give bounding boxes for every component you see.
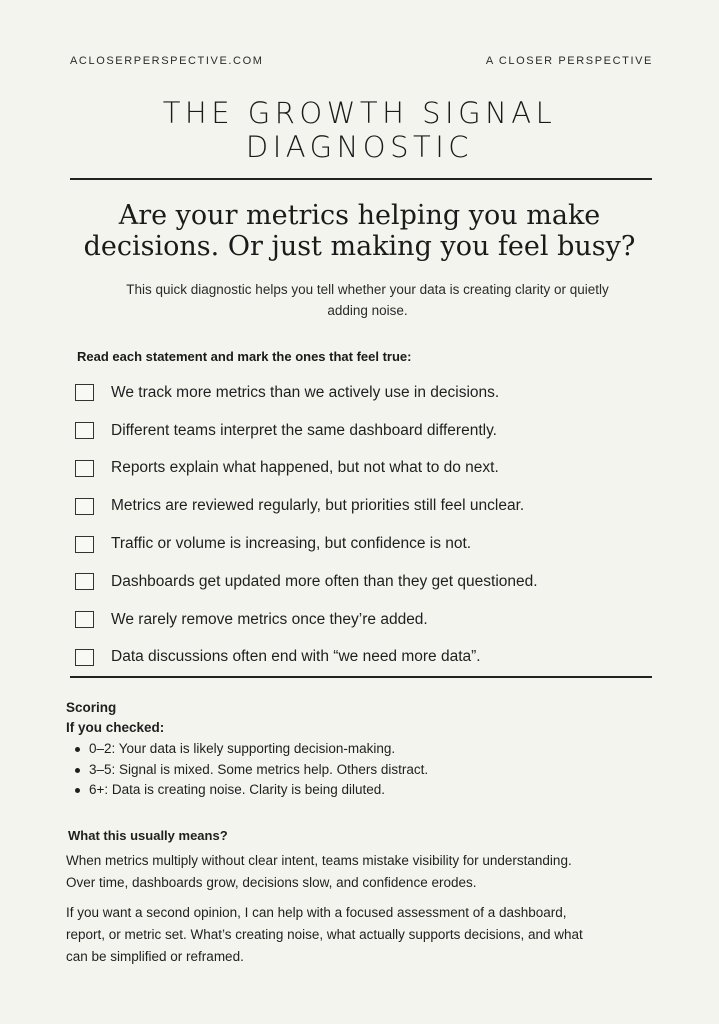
checklist-item[interactable] xyxy=(75,525,665,563)
checklist-item-label: Different teams interpret the same dashboard differently. xyxy=(111,421,497,439)
checklist-item[interactable] xyxy=(75,487,665,525)
divider-bottom xyxy=(70,676,652,678)
checklist-item[interactable] xyxy=(75,412,665,450)
title-line-2: DIAGNOSTIC xyxy=(245,130,474,164)
meaning-p2-line-3: can be simplified or reframed. xyxy=(66,949,244,964)
scoring-section xyxy=(66,698,656,801)
brand-name: A CLOSER PERSPECTIVE xyxy=(485,55,653,67)
checklist-item-label: We track more metrics than we actively use in decisions. xyxy=(111,383,500,401)
checklist-item[interactable] xyxy=(75,601,665,639)
checkbox[interactable] xyxy=(75,611,94,628)
meaning-p1-line-1: When metrics multiply without clear intent, teams mistake visibility for understanding. xyxy=(66,853,572,868)
scoring-item: 0–2: Your data is likely supporting decision-making. xyxy=(66,739,656,760)
meaning-paragraph-2 xyxy=(66,902,656,968)
page-title xyxy=(0,96,719,164)
checklist-item-label: Metrics are reviewed regularly, but priorities still feel unclear. xyxy=(111,497,525,515)
site-url[interactable]: ACLOSERPERSPECTIVE.COM xyxy=(70,55,264,67)
checkbox[interactable] xyxy=(75,384,94,401)
subtitle-line-2: adding noise. xyxy=(327,303,408,318)
checklist-item[interactable] xyxy=(75,374,665,412)
scoring-item: 3–5: Signal is mixed. Some metrics help. Others distract. xyxy=(66,760,656,781)
checkbox[interactable] xyxy=(75,460,94,477)
title-line-1: THE GROWTH SIGNAL xyxy=(162,96,557,130)
headline xyxy=(30,200,689,262)
meaning-p2-line-2: report, or metric set. What’s creating noise, what actually supports decisions, and what xyxy=(66,927,583,942)
meaning-p1-line-2: Over time, dashboards grow, decisions slow, and confidence erodes. xyxy=(66,875,477,890)
meaning-paragraph-1 xyxy=(66,850,656,894)
checklist-item[interactable] xyxy=(75,639,665,677)
checklist-item-label: Dashboards get updated more often than they get questioned. xyxy=(111,572,538,590)
checkbox[interactable] xyxy=(75,422,94,439)
scoring-heading: Scoring xyxy=(66,700,117,715)
checkbox[interactable] xyxy=(75,536,94,553)
subtitle-line-1: This quick diagnostic helps you tell whether your data is creating clarity or quietly xyxy=(126,282,609,297)
meaning-p2-line-1: If you want a second opinion, I can help with a focused assessment of a dashboard, xyxy=(66,905,567,920)
scoring-item: 6+: Data is creating noise. Clarity is being diluted. xyxy=(66,780,656,801)
meaning-heading: What this usually means? xyxy=(68,828,228,843)
scoring-list xyxy=(66,739,656,801)
checklist-item-label: Reports explain what happened, but not what to do next. xyxy=(111,459,499,477)
checklist-instructions: Read each statement and mark the ones that feel true: xyxy=(77,349,412,364)
headline-line-1: Are your metrics helping you make xyxy=(118,200,601,231)
checklist xyxy=(75,374,665,676)
header-bar xyxy=(70,55,653,67)
checkbox[interactable] xyxy=(75,498,94,515)
subtitle xyxy=(90,279,645,321)
checkbox[interactable] xyxy=(75,573,94,590)
scoring-subheading: If you checked: xyxy=(66,720,165,735)
headline-line-2: decisions. Or just making you feel busy? xyxy=(83,231,636,262)
checklist-item-label: Traffic or volume is increasing, but confidence is not. xyxy=(111,535,472,553)
meaning-section xyxy=(66,826,656,968)
checklist-item-label: Data discussions often end with “we need more data”. xyxy=(111,648,481,666)
checkbox[interactable] xyxy=(75,649,94,666)
checklist-item[interactable] xyxy=(75,563,665,601)
divider-top xyxy=(70,178,652,180)
checklist-item-label: We rarely remove metrics once they’re added. xyxy=(111,610,428,628)
checklist-item[interactable] xyxy=(75,450,665,488)
